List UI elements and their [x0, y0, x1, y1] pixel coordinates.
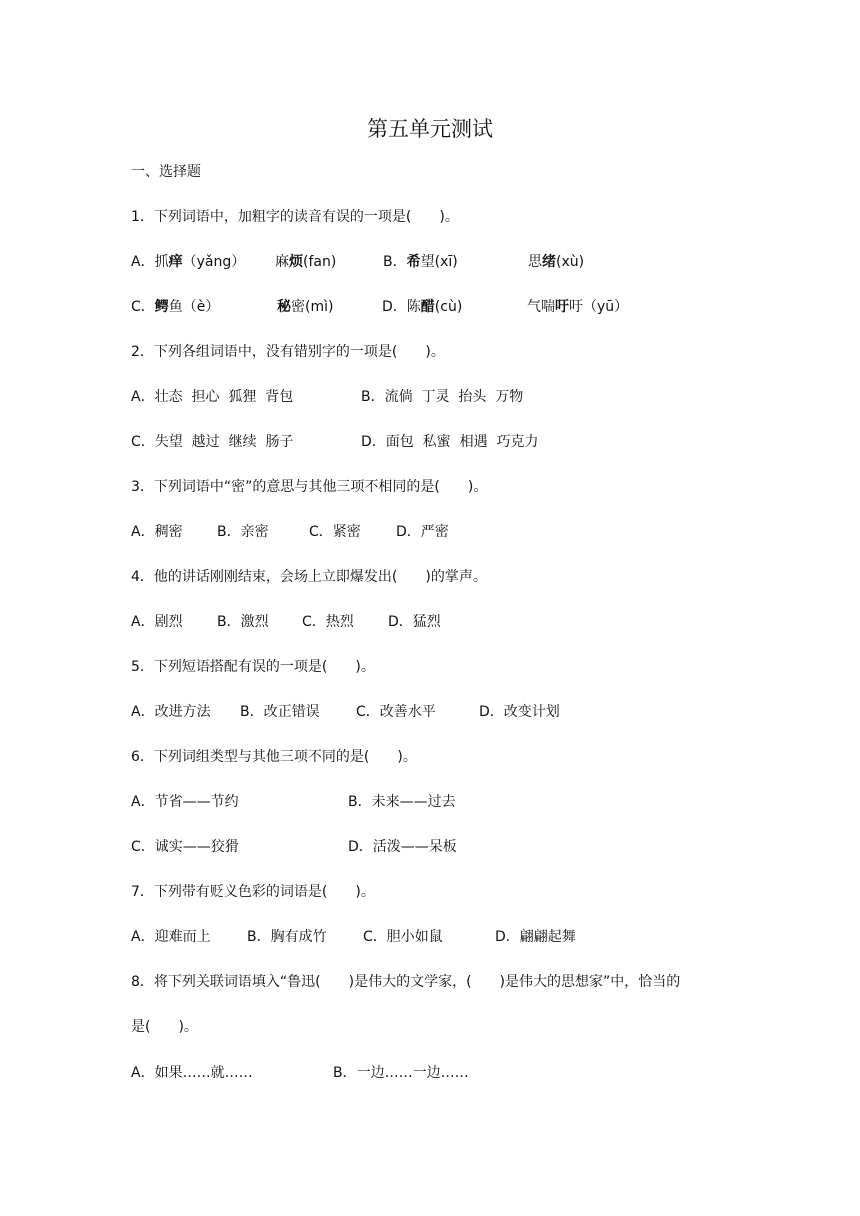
question-7-options — [131, 927, 731, 947]
option-b: B．流倘 丁灵 抬头 万物 — [361, 389, 524, 405]
option-c: C．胆小如鼠 — [363, 929, 443, 945]
option-a: A．剧烈 — [131, 614, 183, 630]
option-a: A．改进方法 — [131, 704, 211, 720]
option-b: B．胸有成竹 — [247, 929, 327, 945]
option-c: C．改善水平 — [356, 704, 436, 720]
option-a: A．迎难而上 — [131, 929, 211, 945]
question-6-stem: 6．下列词组类型与其他三项不同的是( )。 — [131, 749, 417, 765]
option-c1: C．鳄鱼（è） — [131, 299, 220, 315]
option-b: B．亲密 — [217, 524, 269, 540]
option-b: B．激烈 — [217, 614, 269, 630]
question-6-options-cd — [131, 837, 731, 857]
option-a: A．如果……就…… — [131, 1065, 253, 1081]
question-5-options — [131, 702, 731, 722]
question-4-options — [131, 612, 731, 632]
question-8-options-ab — [131, 1063, 731, 1083]
question-7-stem: 7．下列带有贬义色彩的词语是( )。 — [131, 884, 375, 900]
question-8-stem-line-2: 是( )。 — [131, 1019, 198, 1035]
option-d: D．翩翩起舞 — [495, 929, 576, 945]
option-d: D．活泼——呆板 — [348, 839, 457, 855]
option-b: B．未来——过去 — [348, 794, 456, 810]
option-b: B．一边……一边…… — [333, 1065, 469, 1081]
option-a1: A．抓痒（yǎng） — [131, 254, 246, 270]
option-d: D．改变计划 — [479, 704, 560, 720]
question-2-stem: 2．下列各组词语中，没有错别字的一项是( )。 — [131, 344, 445, 360]
question-2-options-ab — [131, 387, 731, 407]
question-3-options — [131, 522, 731, 542]
question-2-options-cd — [131, 432, 731, 452]
question-4-stem: 4．他的讲话刚刚结束，会场上立即爆发出( )的掌声。 — [131, 569, 487, 585]
option-c: C．诚实——狡猾 — [131, 839, 239, 855]
option-b: B．改正错误 — [240, 704, 320, 720]
question-1-options-cd — [131, 297, 751, 317]
option-a: A．壮态 担心 狐狸 背包 — [131, 389, 294, 405]
option-a2: 麻烦(fan) — [275, 254, 337, 270]
option-d1: D．陈醋(cù) — [382, 299, 463, 315]
option-c: C．紧密 — [309, 524, 361, 540]
option-d: D．面包 私蜜 相遇 巧克力 — [361, 434, 539, 450]
question-8-stem-line-1: 8．将下列关联词语填入“鲁迅( )是伟大的文学家，( )是伟大的思想家”中，恰当的 — [131, 974, 681, 990]
option-d2: 气喘吁吁（yū） — [527, 299, 629, 315]
option-b2: 思绪(xù) — [528, 254, 585, 270]
question-5-stem: 5．下列短语搭配有误的一项是( )。 — [131, 659, 375, 675]
option-a: A．节省——节约 — [131, 794, 239, 810]
option-c2: 秘密(mì) — [277, 299, 334, 315]
option-c: C．失望 越过 继续 肠子 — [131, 434, 294, 450]
option-d: D．猛烈 — [388, 614, 441, 630]
option-c: C．热烈 — [302, 614, 354, 630]
question-3-stem: 3．下列词语中“密”的意思与其他三项不相同的是( )。 — [131, 479, 488, 495]
option-d: D．严密 — [396, 524, 449, 540]
question-6-options-ab — [131, 792, 731, 812]
section-heading: 一、选择题 — [131, 164, 201, 180]
option-a: A．稠密 — [131, 524, 183, 540]
page-title: 第五单元测试 — [367, 117, 493, 141]
question-1-options-ab — [131, 252, 751, 272]
option-b1: B．希望(xī) — [383, 254, 458, 270]
question-1-stem: 1．下列词语中，加粗字的读音有误的一项是( )。 — [131, 209, 459, 225]
